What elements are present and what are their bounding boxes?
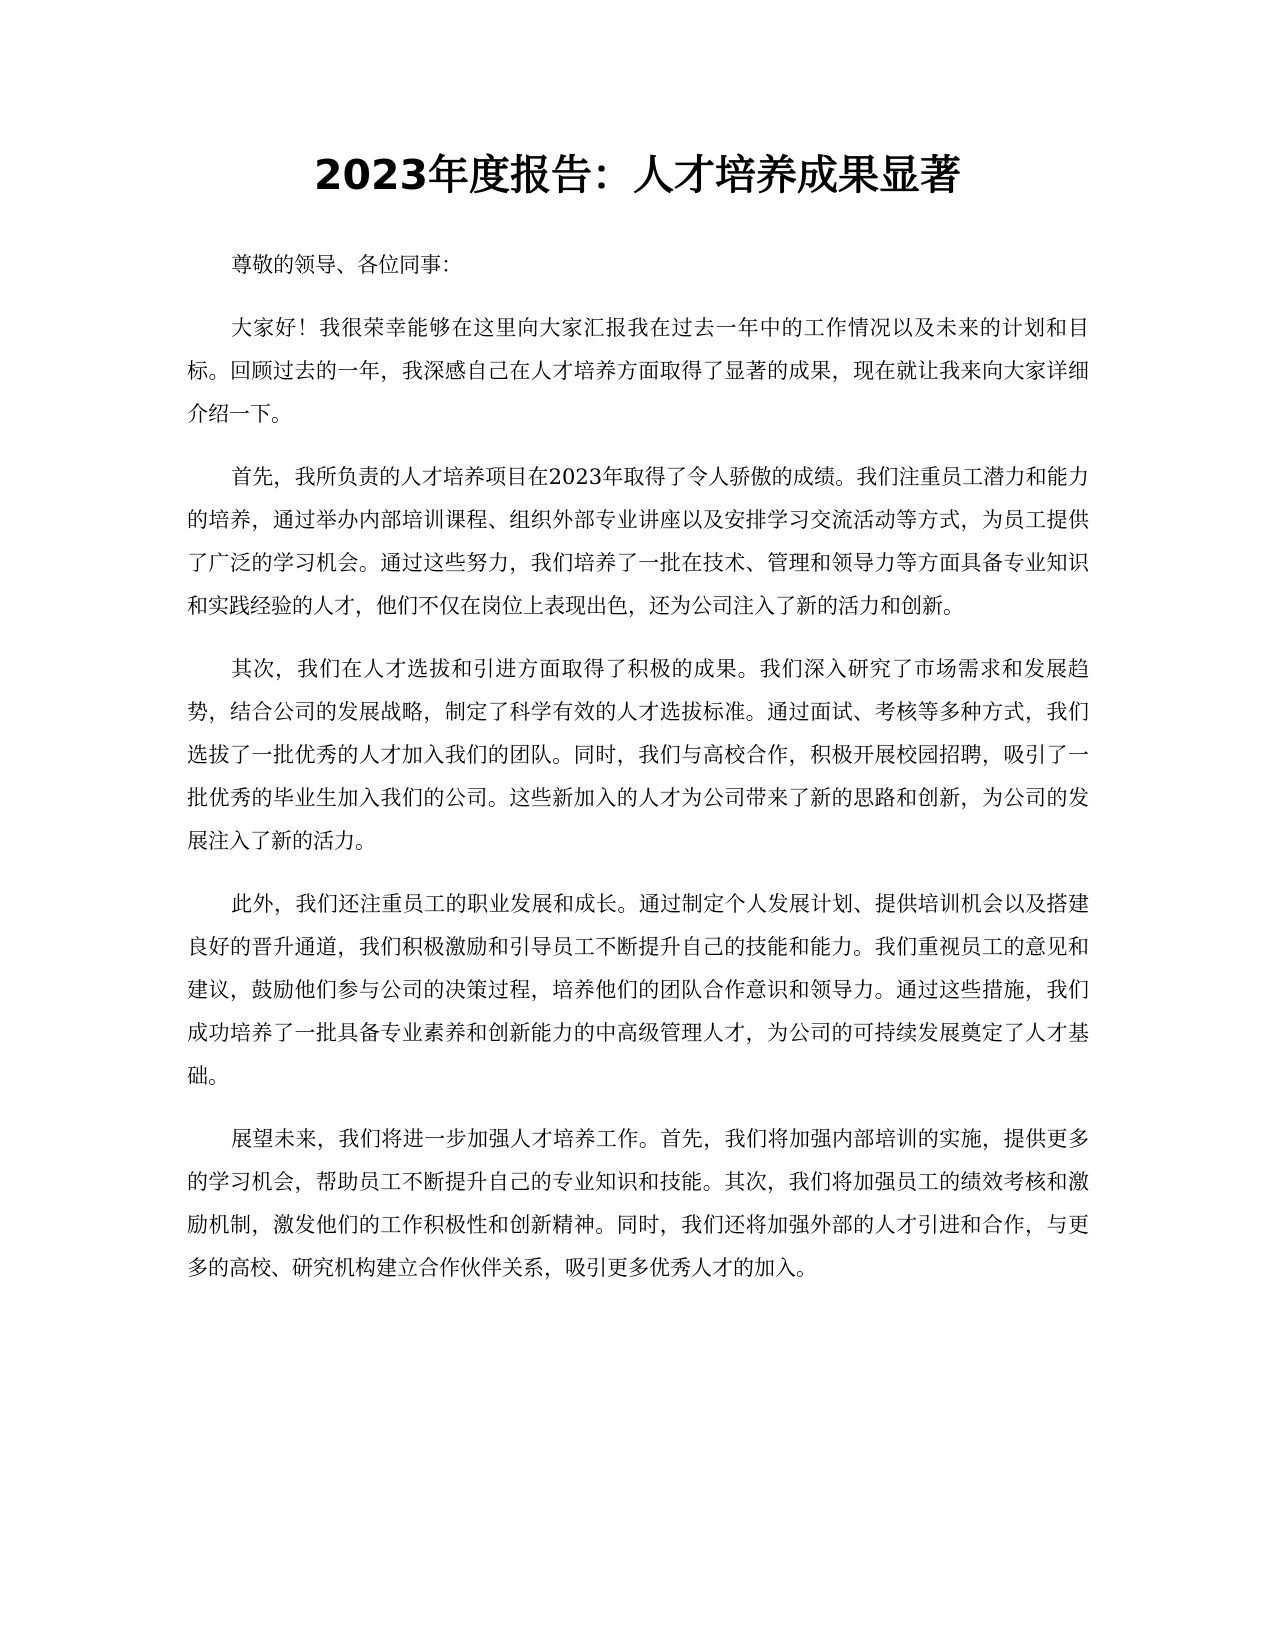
- training-paragraph: 首先，我所负责的人才培养项目在2023年取得了令人骄傲的成绩。我们注重员工潜力和能力的培养，通过举办内部培训课程、组织外部专业讲座以及安排学习交流活动等方式，为员工提供了广泛的学习机会。通过这些努力，我们培养了一批在技术、管理和领导力等方面具备专业知识和实践经验的人才，他们不仅在岗位上表现出色，还为公司注入了新的活力和创新。: [187, 465, 1089, 618]
- document-body: [187, 244, 1089, 1310]
- recruitment-paragraph: 其次，我们在人才选拔和引进方面取得了积极的成果。我们深入研究了市场需求和发展趋势，结合公司的发展战略，制定了科学有效的人才选拔标准。通过面试、考核等多种方式，我们选拔了一批优秀的人才加入我们的团队。同时，我们与高校合作，积极开展校园招聘，吸引了一批优秀的毕业生加入我们的公司。这些新加入的人才为公司带来了新的思路和创新，为公司的发展注入了新的活力。: [187, 657, 1089, 853]
- greeting-paragraph: 尊敬的领导、各位同事：: [231, 253, 463, 277]
- outlook-paragraph: 展望未来，我们将进一步加强人才培养工作。首先，我们将加强内部培训的实施，提供更多的学习机会，帮助员工不断提升自己的专业知识和技能。其次，我们将加强员工的绩效考核和激励机制，激发他们的工作积极性和创新精神。同时，我们还将加强外部的人才引进和合作，与更多的高校、研究机构建立合作伙伴关系，吸引更多优秀人才的加入。: [187, 1127, 1089, 1280]
- intro-paragraph: 大家好！我很荣幸能够在这里向大家汇报我在过去一年中的工作情况以及未来的计划和目标。回顾过去的一年，我深感自己在人才培养方面取得了显著的成果，现在就让我来向大家详细介绍一下。: [187, 316, 1089, 426]
- career-development-paragraph: 此外，我们还注重员工的职业发展和成长。通过制定个人发展计划、提供培训机会以及搭建良好的晋升通道，我们积极激励和引导员工不断提升自己的技能和能力。我们重视员工的意见和建议，鼓励他们参与公司的决策过程，培养他们的团队合作意识和领导力。通过这些措施，我们成功培养了一批具备专业素养和创新能力的中高级管理人才，为公司的可持续发展奠定了人才基础。: [187, 892, 1089, 1088]
- document-title: 2023年度报告：人才培养成果显著: [313, 151, 962, 199]
